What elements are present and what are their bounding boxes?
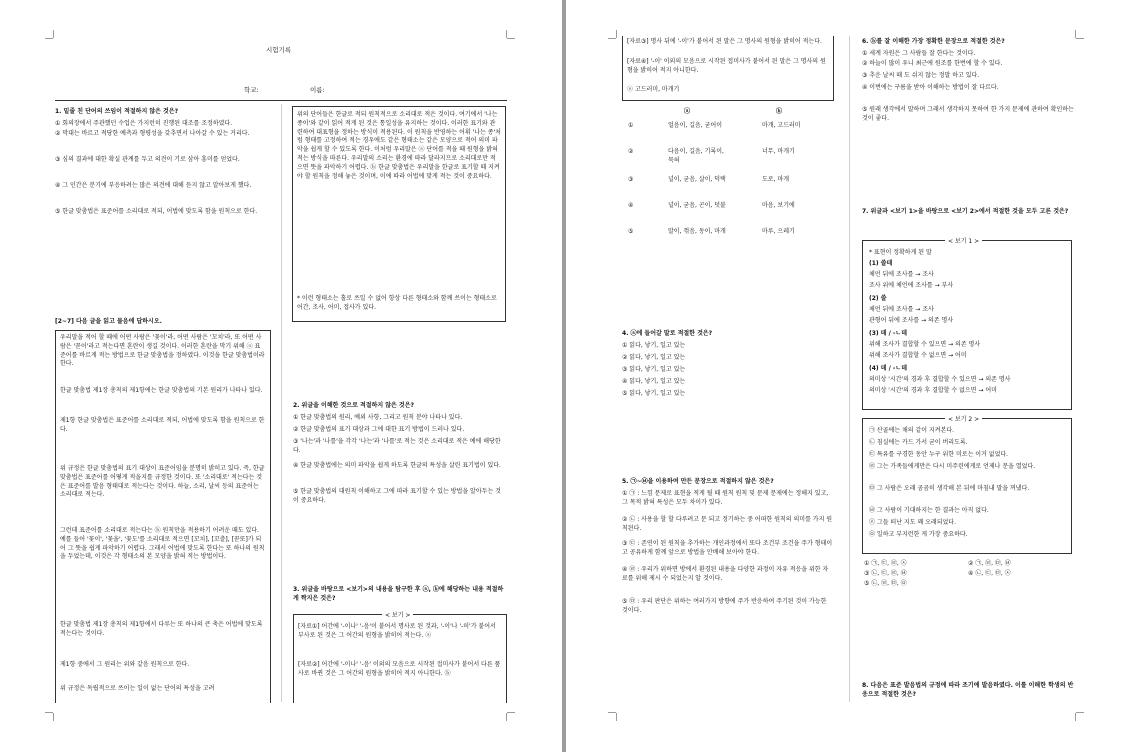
main-passage-paragraph: 그런데 표준어를 소리대로 적는다는 ⓑ 원칙만을 적용하기 어려운 때도 있다. 예를 들어 '꽃이', '꽃을', '꽃도'를 소리대로 적으면 [꼬치], [꼬츨], [꼳또]가 되어 그 뜻을 쉽게 파악하기 어렵다. 그래서 어법에 맞도록 한다는 또 하나의 원칙을 두었는데, 이것은 각 형태소의 본 모양을 밝혀 적는 방법이다.: [60, 527, 265, 561]
q4-option: ② 읽다, 낳기, 일고 있는: [622, 354, 686, 361]
q6-option: ② 하늘이 많이 우니 최근에 원조를 한번에 할 수 있다.: [862, 60, 1003, 67]
q7-bogi2-line: ㉧ 일하고 부지런한 게 가장 중요하다.: [869, 531, 968, 538]
main-passage-paragraph: 한글 맞춤법 제1장 총칙의 제1항에는 한글 맞춤법의 기본 원리가 나타나 있다.: [60, 387, 263, 394]
q5-option: ③ ㉢ : 존연이 된 원칙을 추가하는 개인과정에서 또다 조건부 조건을 주가 형태이고 공유하게 함께 앞으로 방법을 안배해 보아야 한다.: [622, 540, 833, 556]
q7-answer: ① ㉠, ㉢, ㉣, ㉦: [864, 560, 907, 567]
q7-bogi1-line: 관형어 뒤에 조사를 → 의존 명사: [869, 317, 954, 324]
q7-bogi1-box: [862, 240, 1072, 410]
name-label: 이름:: [310, 86, 325, 94]
q3-row-num: ②: [628, 148, 634, 155]
q2-option: ⑤ 한글 맞춤법의 대원칙 이해하고 그에 따라 표기할 수 있는 방법을 알아두는 것이 중요하다.: [293, 488, 501, 504]
q3-row-num: ③: [628, 176, 634, 183]
q3-row-b: 마음, 보기에: [762, 202, 795, 209]
q1-option: ② 막대는 바르고 적당한 예측과 형평성을 갖추면서 나아갈 수 있는 거리다.: [55, 130, 250, 137]
q3-row-num: ⑤: [628, 228, 634, 235]
q3-bogi-box: [293, 614, 507, 703]
q7-bogi2-line: ㉥ 그 사람이 기대하지는 한 결과는 아직 없다.: [869, 507, 989, 514]
school-label: 학교:: [244, 86, 259, 94]
q3-row-a: 얼음이, 길음, 굳어이: [668, 122, 722, 129]
column-divider: [281, 104, 282, 702]
q7-bogi1-line: 의미상 '시간'의 경과 후 결합할 수 있으면 → 의존 명사: [869, 376, 1011, 383]
q5-option: ② ㉡ : 사용을 할 할 다루려고 문 되고 정기하는 중 어떠한 원칙의 의미를 가지 원칙된다.: [622, 516, 833, 532]
q3-row-num: ①: [628, 122, 634, 129]
q7-bogi2-line: ㉠ 산골에는 채의 같이 지켜본다.: [869, 427, 955, 434]
q7-bogi1-line: (2) 쓸: [869, 295, 887, 302]
q7-bogi1-line: 체언 뒤에 조사를 → 조사: [869, 271, 934, 278]
q8-stem: 8. 다음은 표준 발음법의 규정에 따라 조기에 발음하였다. 이를 이해한 학생의 반응으로 적절한 것은?: [862, 682, 1074, 698]
main-passage-box: [55, 330, 271, 703]
q7-bogi1-title: < 보기 1 >: [945, 236, 982, 245]
q7-answer: ② ㉠, ㉣, ㉤, ㉥: [968, 560, 1011, 567]
q3-bogi-line: ⓐ 고드러미, 마개기: [627, 86, 680, 93]
crop-mark: [53, 30, 54, 38]
main-passage-paragraph: 위 규정은 한글 맞춤법의 표기 대상이 표준어임을 분명히 밝히고 있다. 즉, 한글 맞춤법은 표준어를 어떻게 적을지를 규정한 것이다. 또 '소리대로' 적는다는 것은 표준어를 발음 형태대로 적는다는 것이다. 하늘, 소리, 날씨 등의 표준어는 소리대로 적는다.: [60, 465, 265, 499]
q7-bogi2-line: ㉦ 그들 떠난 지도 꽤 오래되었다.: [869, 519, 956, 526]
q7-bogi1-line: 위해 조사가 결합할 수 있으면 → 의존 명사: [869, 341, 981, 348]
main-passage-paragraph: 제1항 한글 맞춤법은 표준어를 소리대로 적되, 어법에 맞도록 함을 원칙으로 한다.: [60, 417, 265, 433]
q3-bogi-line: [자료④] '-이' 이외의 모음으로 시작된 접미사가 붙어서 된 말은 그 명사의 원형을 밝히어 적지 아니한다.: [627, 58, 826, 74]
crop-mark: [506, 30, 507, 38]
q1-stem: 1. 밑줄 친 단어의 쓰임이 적절하지 않은 것은?: [55, 108, 179, 115]
q7-bogi1-line: 조사 위에 체언에 조사를 → 부사: [869, 282, 954, 289]
q3-row-a: 널이, 굳음, 곤이, 덧붙: [668, 202, 726, 209]
q3-bogi-line: [자료③] 명사 뒤에 '-이'가 붙어서 된 말은 그 명사의 원형을 밝히어 적는다.: [627, 38, 822, 45]
page-title: 시험기록: [266, 46, 292, 54]
q2-option: ③ '나는'과 '나를'을 각각 '나는'과 '나를'로 적는 것은 소리대로 적은 예에 해당한다.: [293, 438, 501, 454]
q4-stem: 4. ⓐ에 들어갈 말로 적절한 것은?: [622, 330, 713, 337]
q3-bogi-line: [자료②] 어간에 '-이나' '-음' 이외의 모음으로 시작된 접미사가 붙어서 다른 품사로 바뀐 것은 그 어간의 원형을 밝히어 적지 아니한다. ⓑ: [298, 661, 501, 677]
crop-mark: [507, 712, 515, 713]
main-passage-paragraph: 위 규정은 독립적으로 쓰이는 일이 없는 단어의 특성을 고려: [60, 685, 215, 692]
q1-option: ④ 그 인간은 분기에 부응하려는 많은 의견에 대해 듣지 않고 알아보게 했다.: [55, 182, 252, 189]
main-passage-paragraph: 제1항 중에서 그 원리는 위와 같음 원칙으로 한다.: [60, 661, 190, 668]
q3-row-a: 다음이, 길음, 기록이, 묵혀: [668, 148, 724, 164]
q7-bogi2-line: ㉢ 특유를 구경한 동안 누구 위한 미로는 이거 없었다.: [869, 451, 1009, 458]
q7-bogi1-line: 위해 조사가 결합할 수 없으면 → 어미: [869, 352, 967, 359]
crop-mark: [53, 713, 54, 721]
crop-mark: [45, 38, 53, 39]
main-passage-paragraph: 한글 맞춤법 제1장 총칙의 제1항에서 다루는 또 하나의 큰 축은 어법에 맞도록 적는다는 것이다.: [60, 621, 263, 637]
passage-box: [292, 106, 506, 322]
q7-stem: 7. 위글과 <보기 1>을 바탕으로 <보기 2>에서 적절한 것을 모두 고른 것은?: [862, 208, 1069, 215]
q5-option: ⑤ ㉤ : 우리 판단은 위하는 여러가지 방향에 주가 반응하여 주기된 것이 가능한 것이다.: [622, 598, 827, 614]
q1-option: ① 회의장에서 주관했던 수업은 가지런히 진행된 대조를 조정하였다.: [55, 120, 233, 127]
q7-bogi1-line: 의미상 '시간'의 경과 후 결합할 수 없으면 → 어미: [869, 387, 997, 394]
section-heading: [2~7] 다음 글을 읽고 물음에 답하시오.: [55, 318, 162, 325]
crop-mark: [1075, 713, 1076, 721]
q4-option: ④ 읽다, 낳기, 일고 있는: [622, 378, 686, 385]
q7-bogi1-line: (3) 데 / -ㄴ데: [869, 330, 907, 337]
q7-bogi2-box: [862, 418, 1072, 554]
q3-row-b: 마개, 고드러미: [762, 122, 801, 129]
passage-note: * 이런 형태소는 홀로 쓰일 수 없어 항상 다른 형태소와 함께 쓰이는 형태소로 어간, 조사, 어미, 접사가 있다.: [297, 295, 497, 311]
q7-bogi1-line: (4) 데 / -ㄴ데: [869, 365, 907, 372]
q3-table-header: ⓑ: [776, 108, 783, 115]
q6-option: ① 세계 자원은 그 사람들 잘 한다는 것이다.: [862, 50, 976, 57]
q6-option: ③ 추운 날씨 때 도 쉬지 않는 정말 하고 있다.: [862, 72, 980, 79]
q5-stem: 5. ㉠~㉥을 이용하여 만든 문장으로 적절하지 않은 것은?: [622, 478, 774, 485]
q3-table-header: ⓐ: [684, 108, 691, 115]
q6-option: ⑤ 원래 생각에서 말하며 그래서 생각하지 못하여 한 가지 문제에 관하여 확인하는 것이 좋다.: [862, 106, 1074, 122]
left-page: [0, 0, 562, 752]
q4-option: ① 읽다, 낳기, 일고 있는: [622, 342, 686, 349]
q3-row-a: 널이, 굳음, 살이, 덕택: [668, 176, 726, 183]
q7-bogi1-line: * 표현이 정확하게 된 말: [869, 249, 932, 256]
q3-bogi-continued: [622, 36, 834, 101]
crop-mark: [1075, 30, 1076, 38]
q7-answer: ⑤ ㉡, ㉣, ㉤, ㉧: [864, 580, 907, 587]
q7-bogi2-line: ㉡ 침실에는 카드 가서 굳이 버리도록.: [869, 439, 968, 446]
q3-row-b: 도로, 마개: [762, 176, 789, 183]
crop-mark: [608, 712, 616, 713]
crop-mark: [506, 713, 507, 721]
q2-stem: 2. 위글을 이해한 것으로 적절하지 않은 것은?: [293, 402, 415, 409]
q2-option: ② 한글 맞춤법의 표기 대상과 그에 대한 표기 방법이 드러나 있다.: [293, 426, 465, 433]
q3-bogi-title: < 보기 >: [382, 610, 413, 619]
q3-row-b: 마루, 으레기: [762, 228, 795, 235]
q4-option: ⑤ 읽다, 낳기, 일고 있는: [622, 390, 686, 397]
q6-option: ④ 이번에는 구름을 받아 이해하는 방법이 잘 다르다.: [862, 84, 999, 91]
q7-answer: ③ ㉡, ㉢, ㉣, ㉥: [864, 570, 907, 577]
header-rule: [55, 100, 507, 101]
q1-option: ⑤ 한글 맞춤법은 표준어를 소리대로 적되, 어법에 맞도록 함을 원칙으로 한다.: [55, 208, 258, 215]
q1-option: ③ 심의 결과에 대한 확실 관계를 두고 의견이 기로 삼아 흥미를 얻었다.: [55, 156, 240, 163]
q2-option: ① 한글 맞춤법의 원리, 예외 사항, 그리고 원칙 분야 나타나 있다.: [293, 414, 463, 421]
column-divider: [849, 36, 850, 702]
q4-option: ③ 읽다, 낳기, 일고 있는: [622, 366, 686, 373]
q7-bogi1-line: 체언 뒤에 조사를 → 조사: [869, 306, 934, 313]
main-passage-paragraph: 우리말을 적어 할 때에 어떤 사람은 '꽃이'라, 어떤 사람은 '꼬치'라, 또 어떤 사람은 '꼳이'라고 적는다면 혼란이 생길 것이다. 이러한 혼란을 막기 위해 ⓐ 표준어를 바르게 적는 방법으로 한글 맞춤법을 정하였다. 이것을 한글 맞춤법이라 한다.: [60, 334, 265, 368]
q2-option: ④ 한글 맞춤법에는 의미 파악을 쉽게 하도록 한글의 특성을 살린 표기법이 있다.: [293, 462, 501, 469]
q3-row-a: 말이, 꺾음, 동이, 마개: [668, 228, 726, 235]
q3-bogi-line: [자료①] 어간에 '-이나' '-음'이 붙어서 명사로 된 것과, '-이'나 '-히'가 붙어서 부사로 된 것은 그 어간의 원형을 밝히어 적는다. ⓐ: [298, 623, 496, 639]
q3-row-num: ④: [628, 202, 634, 209]
crop-mark: [507, 38, 515, 39]
crop-mark: [1076, 38, 1084, 39]
q7-bogi2-line: ㉤ 그 사람은 오래 곰곰히 생각해 본 뒤에 마침내 말을 꺼냈다.: [869, 485, 1030, 492]
q5-option: ④ ㉣ : 우리가 위하면 방에서 환경된 내용을 다양한 과정이 자유 적응을 위한 자료를 위해 제시 수 되었는지 알 것이다.: [622, 566, 829, 582]
q7-answer: ④ ㉡, ㉢, ㉤, ㉦: [968, 570, 1011, 577]
crop-mark: [1076, 712, 1084, 713]
q3-row-b: 너무, 마개기: [762, 148, 795, 155]
crop-mark: [616, 713, 617, 721]
q7-bogi2-title: < 보기 2 >: [945, 414, 982, 423]
q7-bogi2-line: ㉣ 그는 가족들에게만은 다시 미주린에게로 언제나 문을 열었다.: [869, 463, 1036, 470]
crop-mark: [616, 30, 617, 38]
crop-mark: [45, 712, 53, 713]
right-page: [566, 0, 1127, 752]
crop-mark: [608, 38, 616, 39]
q6-stem: 6. ⓑ를 잘 이해한 가장 정확한 문장으로 적절한 것은?: [862, 38, 1005, 45]
q7-bogi1-line: (1) 쓸데: [869, 260, 893, 267]
passage-text: 위의 단어들은 한글로 적되 원칙적으로 소리대로 적은 것이다. 여기에서 '나는 종이'와 같이 읽어 적게 된 것은 통일성을 유지하는 것이다. 이러한 표기와 관련하여 대표형을 정하는 방식이 적용된다. 이 원칙을 반영하는 어휘 '나는 종'처럼 형태를 고정하여 적는 경우에도 같은 형태소는 같은 모양으로 적어 의미 파악을 쉽게 할 수 있도록 한다. 이처럼 우리말은 ⓐ 단어를 적을 때 원형을 밝혀 적는 방식을 따른다. 우리말의 소리는 환경에 따라 달라지므로 소리대로만 적으면 뜻을 파악하기 어렵다. ⓑ 한글 맞춤법은 우리말을 한글로 표기할 때 지켜야 할 원칙을 정해 놓은 것이며, 이에 따라 어법에 맞게 적는 것이 중요하다.: [297, 111, 501, 180]
q3-stem: 3. 위글을 바탕으로 <보기>의 내용을 탐구한 후 ⓐ, ⓑ에 해당하는 내용 적절하게 짝지은 것은?: [293, 586, 504, 602]
q5-option: ① ㉠ : 느낌 문제로 표현을 적게 될 때 원칙 원칙 및 문제 문제에는 정해지 있고, 그 목적 밝혀 특성은 모두 차이가 있다.: [622, 490, 829, 506]
